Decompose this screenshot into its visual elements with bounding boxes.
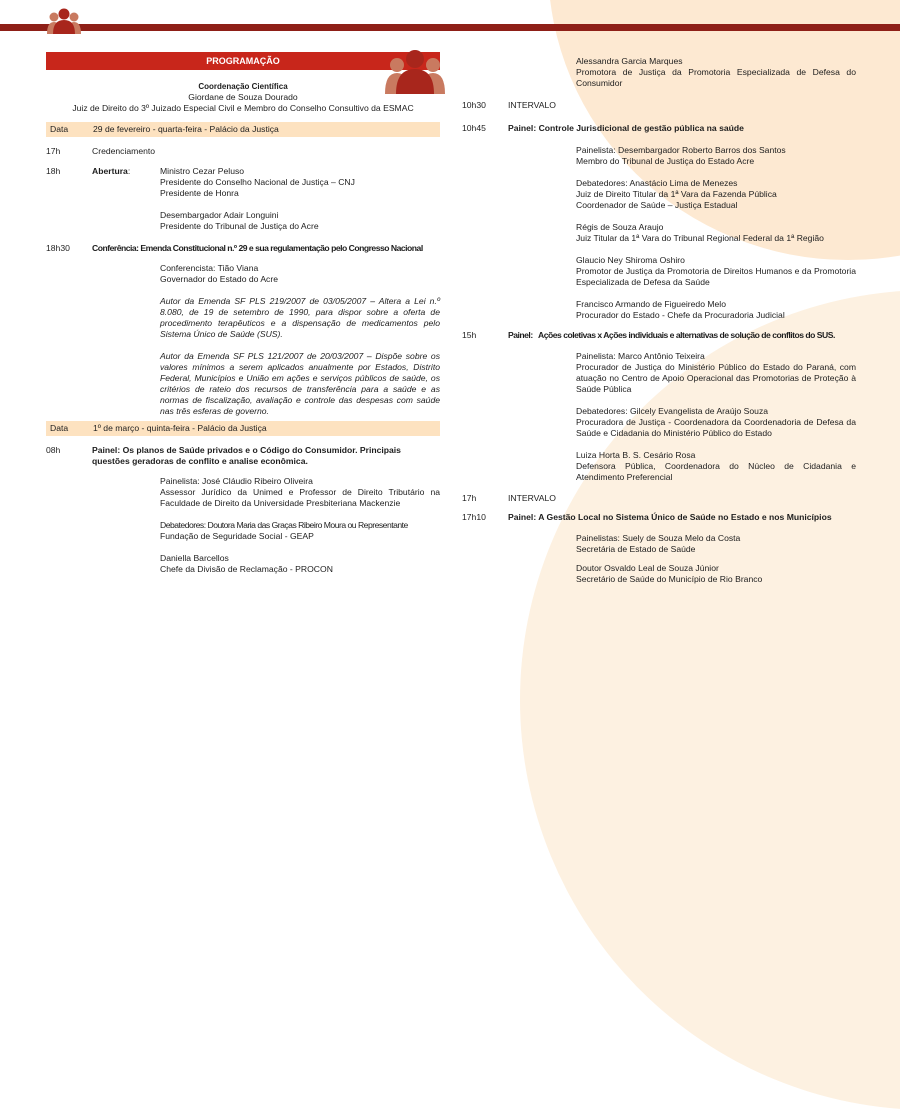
date-value: 29 de fevereiro - quarta-feira - Palácio da Justiça	[93, 124, 279, 134]
debater-name: Luiza Horta B. S. Cesário Rosa	[576, 450, 696, 460]
item-time: 08h	[46, 445, 61, 455]
debater-name: Alessandra Garcia Marques	[576, 56, 683, 66]
person-role: Presidente do Conselho Nacional de Justiça – CNJ	[160, 177, 355, 187]
schedule-item	[46, 146, 440, 157]
date-row-day2	[46, 421, 440, 436]
note-text: Autor da Emenda SF PLS 219/2007 de 03/05/2007 – Altera a Lei n.º 8.080, de 19 de setembro de 1990, para dispor sobre a oferta de procedimento terapêuticos e a dispensação de medicamentos pelo Sistema Único de Saúde (SUS).	[160, 296, 440, 339]
debater-name: Daniella Barcellos	[160, 553, 229, 563]
item-time: 10h45	[462, 123, 486, 133]
debater-name: Debatedores: Anastácio Lima de Menezes	[576, 178, 738, 188]
date-label: Data	[50, 423, 69, 433]
item-title-suffix: :	[127, 166, 131, 176]
debater-name: Debatedores: Doutora Maria das Graças Ribeiro Moura ou Representante	[160, 520, 408, 530]
date-label: Data	[50, 124, 69, 134]
schedule-item	[462, 512, 856, 523]
panelist-name: Doutor Osvaldo Leal de Souza Júnior	[576, 563, 719, 573]
people-group-icon	[384, 48, 446, 94]
schedule-item	[462, 123, 856, 134]
item-title: Abertura	[92, 166, 128, 176]
item-time: 18h	[46, 166, 61, 176]
right-column	[462, 56, 856, 585]
panelist-role: Assessor Jurídico da Unimed e Professor de Direito Tributário na Faculdade de Direito da Universidade Presbiteriana Mackenzie	[160, 487, 440, 508]
item-title: Painel: Os planos de Saúde privados e o Código do Consumidor. Principais questões geradoras de conflito e analise econômica.	[92, 445, 401, 466]
schedule-item	[46, 166, 440, 232]
person-name: Desembargador Adair Longuini	[160, 210, 279, 220]
header-bar	[0, 24, 900, 31]
panelist-name: Painelista: Desembargador Roberto Barros dos Santos	[576, 145, 786, 155]
debater-name: Régis de Souza Araujo	[576, 222, 664, 232]
coordination-block	[46, 81, 440, 114]
note-text: Autor da Emenda SF PLS 121/2007 de 20/03/2007 – Dispõe sobre os valores mínimos a serem aplicados anualmente por Estados, Distrito Federal, Municípios e União em ações e serviços públicos de saúde, os critérios de rateio dos recursos de transferência para a saúde e as normas de fiscalização, avaliação e controle das despesas com saúde nas três esferas de governo.	[160, 351, 440, 416]
item-title: INTERVALO	[508, 100, 556, 110]
person-name: Ministro Cezar Peluso	[160, 166, 245, 176]
item-title: Painel: Ações coletivas x Ações individuais e alternativas de solução de conflitos do SUS.	[508, 330, 835, 340]
debater-role: Juiz de Direito Titular da 1ª Vara da Fazenda Pública	[576, 189, 777, 199]
debater-role: Procuradora de Justiça - Coordenadora da Coordenadoria de Defesa da Saúde e Cidadania do Ministério Público do Estado	[576, 417, 856, 438]
debater-role: Promotor de Justiça da Promotoria de Direitos Humanos e da Promotoria Especializada de Defesa da Saúde	[576, 266, 856, 287]
people-group-icon	[46, 8, 82, 34]
schedule-item	[462, 100, 856, 111]
item-title: Credenciamento	[92, 146, 156, 156]
left-column	[46, 52, 440, 575]
item-title: INTERVALO	[508, 493, 556, 503]
coordinator-name: Giordane de Souza Dourado	[188, 92, 298, 102]
coordination-title: Coordenação Científica	[198, 82, 288, 91]
item-time: 17h	[46, 146, 61, 156]
speaker-role: Governador do Estado do Acre	[160, 274, 279, 284]
program-banner: PROGRAMAÇÃO	[46, 52, 440, 70]
coordinator-role: Juiz de Direito do 3º Juizado Especial Civil e Membro do Conselho Consultivo da ESMAC	[72, 103, 414, 113]
item-time: 10h30	[462, 100, 486, 110]
speaker-name: Conferencista: Tião Viana	[160, 263, 259, 273]
debater-role: Coordenador de Saúde – Justiça Estadual	[576, 200, 738, 210]
schedule-item	[462, 330, 856, 341]
panelist-role: Secretário de Saúde do Município de Rio Branco	[576, 574, 763, 584]
debater-role: Fundação de Seguridade Social - GEAP	[160, 531, 314, 541]
person-role: Presidente de Honra	[160, 188, 239, 198]
item-time: 17h10	[462, 512, 486, 522]
debater-name: Francisco Armando de Figueiredo Melo	[576, 299, 726, 309]
date-value: 1º de março - quinta-feira - Palácio da Justiça	[93, 423, 267, 433]
panelist-name: Painelistas: Suely de Souza Melo da Costa	[576, 533, 741, 543]
debater-role: Juiz Titular da 1ª Vara do Tribunal Regional Federal da 1ª Região	[576, 233, 824, 243]
item-time: 17h	[462, 493, 477, 503]
panelist-role: Membro do Tribunal de Justiça do Estado Acre	[576, 156, 755, 166]
panelist-role: Secretária de Estado de Saúde	[576, 544, 696, 554]
item-title: Conferência: Emenda Constitucional n.º 29 e sua regulamentação pelo Congresso Nacional	[92, 243, 423, 253]
person-role: Presidente do Tribunal de Justiça do Acre	[160, 221, 319, 231]
debater-name: Debatedores: Gilcely Evangelista de Araújo Souza	[576, 406, 769, 416]
item-title: Painel: Controle Jurisdicional de gestão pública na saúde	[508, 123, 744, 133]
debater-role: Defensora Pública, Coordenadora do Núcleo de Cidadania e Atendimento Preferencial	[576, 461, 856, 482]
debater-role: Promotora de Justiça da Promotoria Especializada de Defesa do Consumidor	[576, 67, 856, 88]
schedule-item	[46, 243, 440, 254]
panelist-name: Painelista: Marco Antônio Teixeira	[576, 351, 705, 361]
date-row-day1	[46, 122, 440, 137]
item-time: 18h30	[46, 243, 70, 253]
item-title: Painel: A Gestão Local no Sistema Único de Saúde no Estado e nos Municípios	[508, 512, 832, 522]
panelist-name: Painelista: José Cláudio Ribeiro Oliveira	[160, 476, 313, 486]
debater-role: Procurador do Estado - Chefe da Procuradoria Judicial	[576, 310, 785, 320]
item-time: 15h	[462, 330, 477, 340]
schedule-item	[46, 445, 440, 467]
schedule-item	[462, 493, 856, 504]
debater-role: Chefe da Divisão de Reclamação - PROCON	[160, 564, 333, 574]
panelist-role: Procurador de Justiça do Ministério Público do Estado do Paraná, com atuação no Centro de Apoio Operacional das Promotorias de Proteção à Saúde Pública	[576, 362, 856, 394]
debater-name: Glaucio Ney Shiroma Oshiro	[576, 255, 685, 265]
